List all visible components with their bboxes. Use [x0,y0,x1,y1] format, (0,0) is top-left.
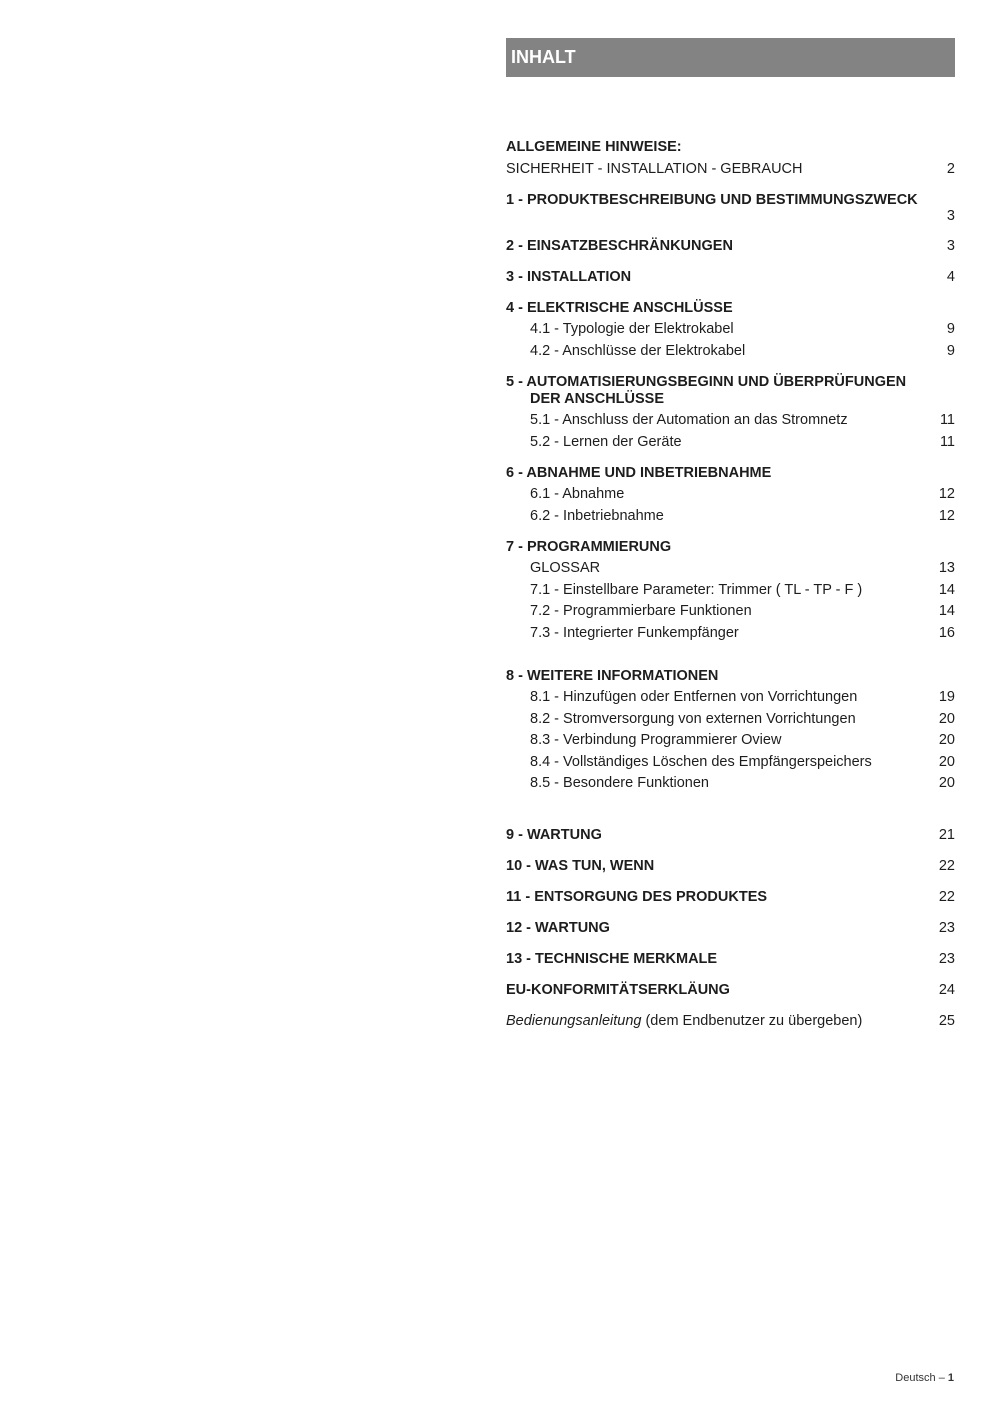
page-footer [895,1372,954,1384]
page-number: 9 [946,321,955,337]
page-number: 25 [938,1013,955,1029]
page-number: 11 [939,412,955,428]
toc-section-10[interactable]: 10 - WAS TUN, WENN 22 [506,858,955,874]
page-number: 11 [939,433,955,450]
page-number: 16 [938,624,955,641]
page-title: INHALT [511,47,576,67]
page-number: 9 [946,342,955,359]
toc-subentry-6-1[interactable]: 6.1 - Abnahme 12 [530,486,955,502]
toc-subentry-8-2[interactable]: 8.2 - Stromversorgung von externen Vorrichtungen 20 [530,710,955,727]
footer-page-number: 1 [947,1372,954,1384]
page-number: 2 [946,160,955,177]
page-number: 12 [938,507,955,524]
page-number: 23 [938,920,955,936]
toc-section-2[interactable]: 2 - EINSATZBESCHRÄNKUNGEN 3 [506,237,955,254]
page-number: 22 [938,858,955,874]
toc-subentry-8-4[interactable]: 8.4 - Vollständiges Löschen des Empfängerspeichers 20 [530,753,955,770]
page-number: 14 [938,603,955,619]
page-number: 3 [946,207,955,224]
toc-subentry-8-5[interactable]: 8.5 - Besondere Funktionen 20 [530,775,955,791]
page-number: 20 [938,732,955,748]
toc-subentry-8-3[interactable]: 8.3 - Verbindung Programmierer Oview 20 [530,732,955,748]
toc-subentry-4-2[interactable]: 4.2 - Anschlüsse der Elektrokabel 9 [530,342,955,359]
toc-subentry-4-1[interactable]: 4.1 - Typologie der Elektrokabel 9 [530,321,955,337]
toc-section-6[interactable]: 6 - ABNAHME UND INBETRIEBNAHME [506,464,772,481]
page-number: 23 [938,951,955,967]
toc-subentry-7-3[interactable]: 7.3 - Integrierter Funkempfänger 16 [530,624,955,641]
page-number: 14 [938,581,955,598]
page-number: 19 [938,689,955,705]
toc-section-12[interactable]: 12 - WARTUNG 23 [506,920,955,936]
page-number: 20 [938,775,955,791]
page-number: 22 [938,889,955,905]
toc-section-3[interactable]: 3 - INSTALLATION 4 [506,268,955,285]
toc-section-manual[interactable]: Bedienungsanleitung (dem Endbenutzer zu übergeben) 25 [506,1013,955,1029]
toc-entry-general[interactable]: SICHERHEIT - INSTALLATION - GEBRAUCH 2 [506,160,955,177]
toc-section-11[interactable]: 11 - ENTSORGUNG DES PRODUKTES 22 [506,889,955,905]
page-number: 3 [946,237,955,254]
page-number: 20 [938,710,955,727]
toc-section-8[interactable]: 8 - WEITERE INFORMATIONEN [506,667,719,684]
toc-section-13[interactable]: 13 - TECHNISCHE MERKMALE 23 [506,951,955,967]
page-number: 4 [946,268,955,285]
footer-language: Deutsch – [895,1372,948,1384]
table-of-contents [506,139,955,1030]
page-number: 20 [938,753,955,770]
toc-header [506,38,955,77]
toc-subentry-5-1[interactable]: 5.1 - Anschluss der Automation an das Stromnetz 11 [530,412,955,428]
page-number: 24 [938,982,955,998]
toc-section-eu[interactable]: EU-KONFORMITÄTSERKLÄUNG 24 [506,982,955,998]
toc-subentry-7-2[interactable]: 7.2 - Programmierbare Funktionen 14 [530,603,955,619]
toc-section-9[interactable]: 9 - WARTUNG 21 [506,827,955,843]
toc-subentry-5-2[interactable]: 5.2 - Lernen der Geräte 11 [530,433,955,450]
page-number: 21 [938,827,955,843]
toc-section-5[interactable]: 5 - AUTOMATISIERUNGSBEGINN UND ÜBERPRÜFUNGEN DER ANSCHLÜSSE [506,373,907,407]
toc-section-4[interactable]: 4 - ELEKTRISCHE ANSCHLÜSSE [506,299,733,316]
page-number: 12 [938,486,955,502]
page-number: 13 [938,560,955,576]
toc-subentry-glossar[interactable]: GLOSSAR 13 [530,560,955,576]
toc-section-7[interactable]: 7 - PROGRAMMIERUNG [506,538,672,555]
toc-subentry-8-1[interactable]: 8.1 - Hinzufügen oder Entfernen von Vorrichtungen 19 [530,689,955,705]
toc-heading-general: ALLGEMEINE HINWEISE: [506,139,682,155]
toc-section-1[interactable]: 1 - PRODUKTBESCHREIBUNG UND BESTIMMUNGSZWECK 3 [506,191,955,224]
toc-subentry-6-2[interactable]: 6.2 - Inbetriebnahme 12 [530,507,955,524]
toc-subentry-7-1[interactable]: 7.1 - Einstellbare Parameter: Trimmer ( TL - TP - F ) 14 [530,581,955,598]
